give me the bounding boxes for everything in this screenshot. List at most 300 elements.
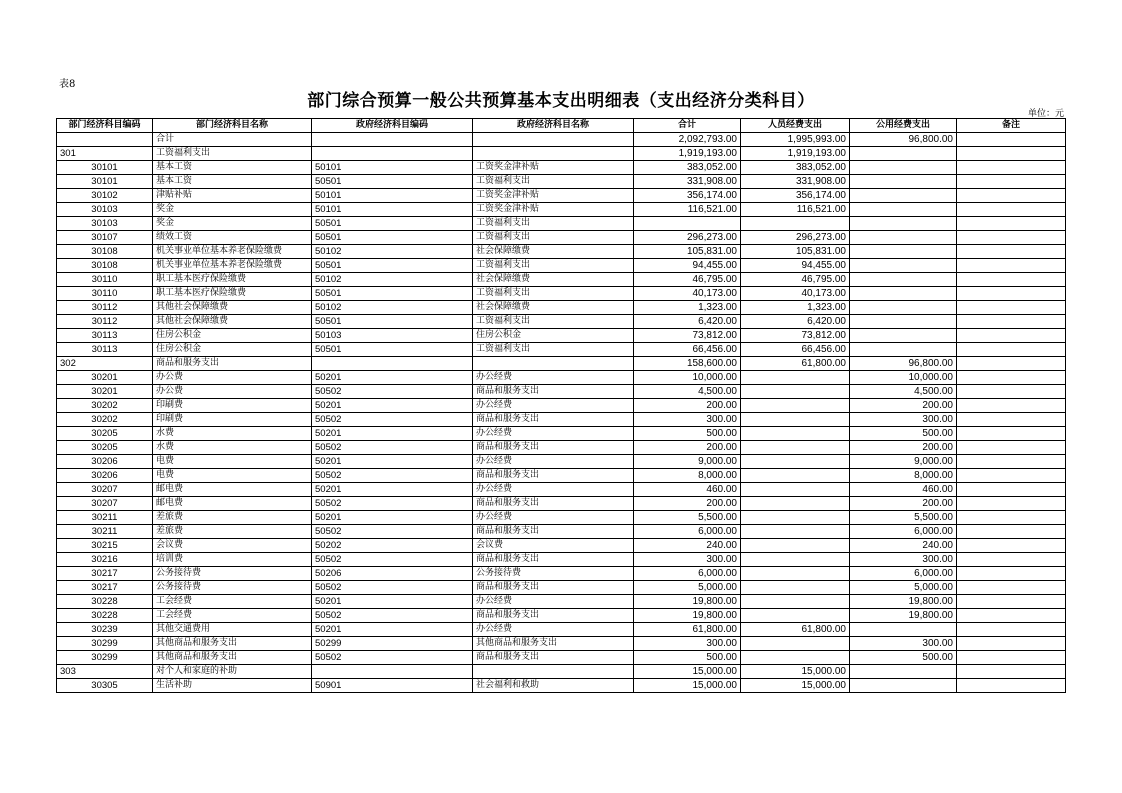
personnel-cell: [741, 217, 850, 231]
table-row: [57, 175, 1066, 189]
public-cell: [850, 679, 957, 693]
budget-detail-table: [56, 118, 1066, 693]
dept-name-cell: 职工基本医疗保险缴费: [153, 287, 312, 301]
table-row: [57, 469, 1066, 483]
public-cell: 6,000.00: [850, 567, 957, 581]
personnel-cell: 6,420.00: [741, 315, 850, 329]
public-cell: 500.00: [850, 427, 957, 441]
dept-code-cell: 30103: [57, 217, 153, 231]
gov-code-cell: 50101: [312, 189, 473, 203]
total-cell: 300.00: [634, 413, 741, 427]
dept-name-cell: 公务接待费: [153, 567, 312, 581]
gov-code-cell: 50101: [312, 161, 473, 175]
personnel-cell: [741, 581, 850, 595]
dept-name-cell: 邮电费: [153, 497, 312, 511]
public-cell: 500.00: [850, 651, 957, 665]
gov-name-cell: 社会福利和救助: [473, 679, 634, 693]
public-cell: [850, 287, 957, 301]
dept-code-cell: 30228: [57, 595, 153, 609]
remarks-cell: [957, 637, 1066, 651]
remarks-cell: [957, 315, 1066, 329]
table-header-row: [57, 119, 1066, 133]
dept-name-cell: 印刷费: [153, 413, 312, 427]
table-row: [57, 287, 1066, 301]
dept-name-cell: 基本工资: [153, 175, 312, 189]
remarks-cell: [957, 665, 1066, 679]
total-cell: 19,800.00: [634, 595, 741, 609]
gov-code-cell: 50201: [312, 511, 473, 525]
gov-code-cell: 50501: [312, 315, 473, 329]
dept-code-cell: 30305: [57, 679, 153, 693]
table-row: [57, 651, 1066, 665]
personnel-cell: [741, 385, 850, 399]
gov-code-cell: 50201: [312, 595, 473, 609]
dept-code-cell: 30108: [57, 259, 153, 273]
gov-code-cell: 50501: [312, 343, 473, 357]
dept-code-cell: 30202: [57, 399, 153, 413]
public-cell: [850, 623, 957, 637]
personnel-cell: [741, 441, 850, 455]
public-cell: [850, 329, 957, 343]
total-cell: 9,000.00: [634, 455, 741, 469]
remarks-cell: [957, 567, 1066, 581]
dept-code-cell: 30101: [57, 175, 153, 189]
dept-code-cell: 30239: [57, 623, 153, 637]
personnel-cell: 94,455.00: [741, 259, 850, 273]
personnel-cell: 46,795.00: [741, 273, 850, 287]
total-cell: 300.00: [634, 637, 741, 651]
gov-name-cell: 办公经费: [473, 595, 634, 609]
remarks-cell: [957, 623, 1066, 637]
public-cell: [850, 245, 957, 259]
dept-name-cell: 办公费: [153, 385, 312, 399]
dept-code-cell: 30108: [57, 245, 153, 259]
gov-code-cell: 50502: [312, 441, 473, 455]
public-cell: [850, 203, 957, 217]
public-cell: [850, 301, 957, 315]
personnel-cell: [741, 567, 850, 581]
total-cell: 19,800.00: [634, 609, 741, 623]
gov-code-cell: [312, 665, 473, 679]
table-row: [57, 525, 1066, 539]
total-cell: 6,000.00: [634, 525, 741, 539]
gov-code-cell: 50502: [312, 651, 473, 665]
public-cell: 300.00: [850, 637, 957, 651]
dept-name-cell: 其他社会保障缴费: [153, 315, 312, 329]
dept-name-cell: 商品和服务支出: [153, 357, 312, 371]
total-cell: 66,456.00: [634, 343, 741, 357]
table-row: [57, 595, 1066, 609]
public-cell: [850, 175, 957, 189]
personnel-cell: [741, 609, 850, 623]
remarks-cell: [957, 525, 1066, 539]
dept-code-cell: 30299: [57, 651, 153, 665]
personnel-cell: 73,812.00: [741, 329, 850, 343]
table-row: [57, 609, 1066, 623]
remarks-cell: [957, 427, 1066, 441]
dept-code-cell: 30211: [57, 525, 153, 539]
remarks-cell: [957, 511, 1066, 525]
personnel-cell: [741, 455, 850, 469]
public-cell: 5,000.00: [850, 581, 957, 595]
remarks-cell: [957, 679, 1066, 693]
dept-code-cell: 30228: [57, 609, 153, 623]
table-row: [57, 413, 1066, 427]
total-cell: 46,795.00: [634, 273, 741, 287]
total-cell: 4,500.00: [634, 385, 741, 399]
dept-code-cell: 30113: [57, 329, 153, 343]
total-cell: [634, 217, 741, 231]
personnel-cell: 356,174.00: [741, 189, 850, 203]
dept-name-cell: 工资福利支出: [153, 147, 312, 161]
table-row: [57, 273, 1066, 287]
gov-name-cell: 商品和服务支出: [473, 581, 634, 595]
remarks-cell: [957, 231, 1066, 245]
gov-code-cell: 50501: [312, 259, 473, 273]
gov-code-cell: 50201: [312, 371, 473, 385]
total-cell: 6,000.00: [634, 567, 741, 581]
personnel-cell: 116,521.00: [741, 203, 850, 217]
table-row: [57, 497, 1066, 511]
dept-code-cell: 30206: [57, 455, 153, 469]
gov-name-cell: 工资福利支出: [473, 231, 634, 245]
gov-code-cell: 50501: [312, 231, 473, 245]
gov-code-cell: 50501: [312, 175, 473, 189]
column-header-gov-name: 政府经济科目名称: [473, 119, 634, 133]
remarks-cell: [957, 161, 1066, 175]
personnel-cell: 40,173.00: [741, 287, 850, 301]
gov-name-cell: [473, 147, 634, 161]
dept-name-cell: 邮电费: [153, 483, 312, 497]
personnel-cell: [741, 539, 850, 553]
total-cell: 40,173.00: [634, 287, 741, 301]
dept-code-cell: 30206: [57, 469, 153, 483]
dept-code-cell: [57, 133, 153, 147]
personnel-cell: 105,831.00: [741, 245, 850, 259]
remarks-cell: [957, 287, 1066, 301]
gov-name-cell: 商品和服务支出: [473, 651, 634, 665]
gov-name-cell: 工资福利支出: [473, 217, 634, 231]
personnel-cell: [741, 637, 850, 651]
public-cell: 200.00: [850, 441, 957, 455]
total-cell: 73,812.00: [634, 329, 741, 343]
gov-code-cell: 50502: [312, 413, 473, 427]
table-row: [57, 399, 1066, 413]
gov-name-cell: 社会保障缴费: [473, 301, 634, 315]
remarks-cell: [957, 553, 1066, 567]
dept-code-cell: 303: [57, 665, 153, 679]
total-cell: 116,521.00: [634, 203, 741, 217]
total-cell: 158,600.00: [634, 357, 741, 371]
personnel-cell: [741, 525, 850, 539]
public-cell: 19,800.00: [850, 595, 957, 609]
column-header-total: 合计: [634, 119, 741, 133]
gov-name-cell: 办公经费: [473, 371, 634, 385]
gov-name-cell: 工资福利支出: [473, 259, 634, 273]
dept-name-cell: 奖金: [153, 217, 312, 231]
table-row: [57, 371, 1066, 385]
gov-code-cell: 50101: [312, 203, 473, 217]
dept-code-cell: 30299: [57, 637, 153, 651]
dept-code-cell: 30205: [57, 427, 153, 441]
public-cell: 300.00: [850, 553, 957, 567]
table-row: [57, 343, 1066, 357]
personnel-cell: 66,456.00: [741, 343, 850, 357]
gov-name-cell: 办公经费: [473, 623, 634, 637]
table-row: [57, 147, 1066, 161]
gov-code-cell: [312, 357, 473, 371]
gov-name-cell: 社会保障缴费: [473, 245, 634, 259]
public-cell: 9,000.00: [850, 455, 957, 469]
gov-name-cell: 工资奖金津补贴: [473, 189, 634, 203]
remarks-cell: [957, 651, 1066, 665]
table-row: [57, 161, 1066, 175]
gov-code-cell: 50201: [312, 427, 473, 441]
table-body: [57, 133, 1066, 693]
dept-code-cell: 30113: [57, 343, 153, 357]
public-cell: [850, 273, 957, 287]
remarks-cell: [957, 357, 1066, 371]
gov-code-cell: 50206: [312, 567, 473, 581]
document-title: 部门综合预算一般公共预算基本支出明细表（支出经济分类科目）: [307, 91, 815, 111]
personnel-cell: 1,995,993.00: [741, 133, 850, 147]
gov-code-cell: 50201: [312, 623, 473, 637]
public-cell: [850, 231, 957, 245]
total-cell: 383,052.00: [634, 161, 741, 175]
dept-name-cell: 机关事业单位基本养老保险缴费: [153, 245, 312, 259]
remarks-cell: [957, 203, 1066, 217]
table-row: [57, 133, 1066, 147]
gov-code-cell: 50201: [312, 455, 473, 469]
total-cell: 500.00: [634, 651, 741, 665]
remarks-cell: [957, 609, 1066, 623]
dept-code-cell: 301: [57, 147, 153, 161]
dept-code-cell: 30215: [57, 539, 153, 553]
total-cell: 5,000.00: [634, 581, 741, 595]
total-cell: 200.00: [634, 399, 741, 413]
total-cell: 2,092,793.00: [634, 133, 741, 147]
public-cell: [850, 147, 957, 161]
dept-code-cell: 30217: [57, 581, 153, 595]
public-cell: 200.00: [850, 399, 957, 413]
dept-name-cell: 机关事业单位基本养老保险缴费: [153, 259, 312, 273]
dept-name-cell: 工会经费: [153, 595, 312, 609]
gov-name-cell: 工资福利支出: [473, 287, 634, 301]
table-row: [57, 231, 1066, 245]
personnel-cell: 383,052.00: [741, 161, 850, 175]
remarks-cell: [957, 273, 1066, 287]
remarks-cell: [957, 385, 1066, 399]
dept-name-cell: 职工基本医疗保险缴费: [153, 273, 312, 287]
public-cell: 8,000.00: [850, 469, 957, 483]
gov-code-cell: 50901: [312, 679, 473, 693]
gov-code-cell: 50201: [312, 483, 473, 497]
total-cell: 6,420.00: [634, 315, 741, 329]
column-header-dept-code: 部门经济科目编码: [57, 119, 153, 133]
personnel-cell: [741, 413, 850, 427]
gov-code-cell: [312, 133, 473, 147]
gov-name-cell: 商品和服务支出: [473, 441, 634, 455]
remarks-cell: [957, 301, 1066, 315]
gov-code-cell: 50502: [312, 609, 473, 623]
gov-name-cell: 工资奖金津补贴: [473, 203, 634, 217]
dept-code-cell: 30216: [57, 553, 153, 567]
remarks-cell: [957, 329, 1066, 343]
dept-code-cell: 30110: [57, 287, 153, 301]
remarks-cell: [957, 469, 1066, 483]
gov-name-cell: 商品和服务支出: [473, 469, 634, 483]
public-cell: 96,800.00: [850, 357, 957, 371]
total-cell: 300.00: [634, 553, 741, 567]
table-row: [57, 679, 1066, 693]
dept-code-cell: 302: [57, 357, 153, 371]
gov-name-cell: 商品和服务支出: [473, 385, 634, 399]
public-cell: 96,800.00: [850, 133, 957, 147]
gov-code-cell: 50501: [312, 287, 473, 301]
gov-name-cell: 商品和服务支出: [473, 553, 634, 567]
remarks-cell: [957, 483, 1066, 497]
gov-name-cell: 社会保障缴费: [473, 273, 634, 287]
total-cell: 296,273.00: [634, 231, 741, 245]
gov-name-cell: 办公经费: [473, 455, 634, 469]
unit-note: 单位：元: [1027, 109, 1064, 119]
total-cell: 1,919,193.00: [634, 147, 741, 161]
remarks-cell: [957, 371, 1066, 385]
remarks-cell: [957, 539, 1066, 553]
total-cell: 94,455.00: [634, 259, 741, 273]
public-cell: 6,000.00: [850, 525, 957, 539]
total-cell: 460.00: [634, 483, 741, 497]
personnel-cell: [741, 651, 850, 665]
gov-name-cell: [473, 665, 634, 679]
gov-code-cell: 50102: [312, 301, 473, 315]
table-row: [57, 329, 1066, 343]
public-cell: [850, 161, 957, 175]
public-cell: 200.00: [850, 497, 957, 511]
total-cell: 10,000.00: [634, 371, 741, 385]
personnel-cell: [741, 497, 850, 511]
gov-code-cell: 50502: [312, 469, 473, 483]
column-header-personnel: 人员经费支出: [741, 119, 850, 133]
column-header-gov-code: 政府经济科目编码: [312, 119, 473, 133]
gov-name-cell: 商品和服务支出: [473, 413, 634, 427]
gov-name-cell: 商品和服务支出: [473, 497, 634, 511]
dept-code-cell: 30101: [57, 161, 153, 175]
public-cell: 300.00: [850, 413, 957, 427]
gov-code-cell: 50502: [312, 497, 473, 511]
personnel-cell: [741, 483, 850, 497]
gov-code-cell: 50501: [312, 217, 473, 231]
total-cell: 105,831.00: [634, 245, 741, 259]
remarks-cell: [957, 441, 1066, 455]
gov-name-cell: 其他商品和服务支出: [473, 637, 634, 651]
gov-code-cell: 50502: [312, 385, 473, 399]
gov-code-cell: 50502: [312, 581, 473, 595]
personnel-cell: 61,800.00: [741, 357, 850, 371]
public-cell: [850, 343, 957, 357]
gov-name-cell: 会议费: [473, 539, 634, 553]
dept-name-cell: 差旅费: [153, 525, 312, 539]
gov-name-cell: 办公经费: [473, 399, 634, 413]
table-row: [57, 441, 1066, 455]
total-cell: 200.00: [634, 497, 741, 511]
column-header-dept-name: 部门经济科目名称: [153, 119, 312, 133]
gov-code-cell: 50103: [312, 329, 473, 343]
gov-name-cell: 工资福利支出: [473, 175, 634, 189]
gov-code-cell: 50202: [312, 539, 473, 553]
personnel-cell: [741, 469, 850, 483]
dept-name-cell: 绩效工资: [153, 231, 312, 245]
table-row: [57, 539, 1066, 553]
personnel-cell: 331,908.00: [741, 175, 850, 189]
dept-code-cell: 30202: [57, 413, 153, 427]
total-cell: 331,908.00: [634, 175, 741, 189]
table-row: [57, 567, 1066, 581]
table-row: [57, 189, 1066, 203]
public-cell: 5,500.00: [850, 511, 957, 525]
personnel-cell: 15,000.00: [741, 665, 850, 679]
gov-name-cell: 办公经费: [473, 511, 634, 525]
gov-name-cell: 办公经费: [473, 483, 634, 497]
dept-code-cell: 30207: [57, 497, 153, 511]
remarks-cell: [957, 259, 1066, 273]
personnel-cell: [741, 371, 850, 385]
dept-name-cell: 基本工资: [153, 161, 312, 175]
personnel-cell: [741, 595, 850, 609]
dept-name-cell: 住房公积金: [153, 343, 312, 357]
dept-code-cell: 30107: [57, 231, 153, 245]
remarks-cell: [957, 217, 1066, 231]
public-cell: 4,500.00: [850, 385, 957, 399]
dept-name-cell: 工会经费: [153, 609, 312, 623]
personnel-cell: 15,000.00: [741, 679, 850, 693]
public-cell: 460.00: [850, 483, 957, 497]
table-row: [57, 259, 1066, 273]
dept-code-cell: 30205: [57, 441, 153, 455]
remarks-cell: [957, 413, 1066, 427]
gov-name-cell: 商品和服务支出: [473, 525, 634, 539]
dept-name-cell: 水费: [153, 427, 312, 441]
remarks-cell: [957, 581, 1066, 595]
table-row: [57, 245, 1066, 259]
remarks-cell: [957, 245, 1066, 259]
remarks-cell: [957, 455, 1066, 469]
dept-name-cell: 奖金: [153, 203, 312, 217]
table-row: [57, 301, 1066, 315]
gov-code-cell: 50502: [312, 553, 473, 567]
gov-name-cell: 工资奖金津补贴: [473, 161, 634, 175]
remarks-cell: [957, 189, 1066, 203]
dept-name-cell: 电费: [153, 469, 312, 483]
personnel-cell: [741, 427, 850, 441]
dept-code-cell: 30112: [57, 301, 153, 315]
table-row: [57, 483, 1066, 497]
gov-name-cell: 住房公积金: [473, 329, 634, 343]
table-row: [57, 315, 1066, 329]
remarks-cell: [957, 147, 1066, 161]
dept-name-cell: 住房公积金: [153, 329, 312, 343]
public-cell: [850, 259, 957, 273]
dept-code-cell: 30201: [57, 385, 153, 399]
gov-code-cell: 50102: [312, 245, 473, 259]
dept-name-cell: 生活补助: [153, 679, 312, 693]
column-header-public: 公用经费支出: [850, 119, 957, 133]
dept-name-cell: 对个人和家庭的补助: [153, 665, 312, 679]
dept-code-cell: 30217: [57, 567, 153, 581]
table-row: [57, 203, 1066, 217]
public-cell: [850, 217, 957, 231]
public-cell: 19,800.00: [850, 609, 957, 623]
